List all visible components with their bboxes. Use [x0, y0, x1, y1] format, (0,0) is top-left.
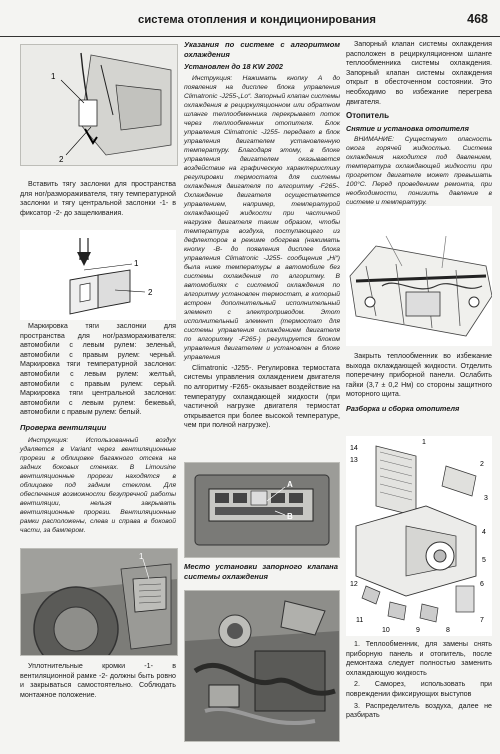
heading-otopitel: Отопитель: [346, 111, 390, 121]
caption-mesto: Место установки запорного клапана системы охлаждения: [184, 562, 338, 581]
column-2-text-a: [184, 40, 340, 433]
clip-drawing: [20, 230, 176, 320]
column-3-text-b: [346, 352, 492, 416]
fig1-label-2: 2: [59, 155, 64, 164]
heading-ukazaniya: Указания по системе с алгоритмом охлаждения: [184, 40, 340, 59]
column-1-text-b: [20, 322, 176, 537]
fig6-label-10: 10: [382, 627, 390, 634]
note-ventilation: Инструкция: Использованный воздух удаляется в Variant через вентиляционные прорези в облицовке багажного отсека на задних боковых стенках. В Limousine вентиляционные прорези находятся в облицовке под задним стеклом. Для обеспечения возможности безупречной работы вентиляции, нельзя закрывать вентиляционные прорези. Вентиляционные рамки расположены, слева и справа в боковой части, за бампером.: [20, 436, 176, 534]
figure-heater-exploded: [346, 436, 492, 636]
climatronic-panel-photo: [185, 463, 339, 557]
fig4-label-b: B: [287, 512, 293, 521]
heading-razborka: Разборка и сборка отопителя: [346, 403, 460, 413]
figure-flap-linkage: [20, 44, 178, 166]
dashboard-crossmember-drawing: [346, 206, 492, 346]
para-markirovka: Маркировка тяги заслонки для пространства для ног/размораживателя: автомобили с левым рулем: зеленый, автомобили с правым рулем: черный. Маркировка тяги температурной заслонки: автомобили с левым рулем: желтый, автомобили с правым рулем: серый. Маркировка тяги центральной заслонки: автомобили с левым рулем: бежевый, автомобили с правым рулем: белый.: [20, 322, 176, 417]
heading-snyatie: Снятие и установка отопителя: [346, 123, 469, 133]
heading-ventilation: Проверка вентиляции: [20, 422, 107, 432]
fig6-label-9: 9: [416, 627, 420, 634]
list-item: 2. Саморез, использовать при повреждении фиксирующих выступов: [346, 680, 492, 698]
fig6-label-4: 4: [482, 529, 486, 536]
fig2-label-1: 1: [134, 259, 139, 268]
flap-linkage-drawing: [21, 45, 177, 165]
page-number: 468: [467, 12, 488, 26]
heater-exploded-drawing: [346, 436, 492, 636]
para-kromki: Уплотнительные кромки -1- в вентиляционной рамке -2- должны быть ровно и закрываться самостоятельно. Соблюдать монтажное положение.: [20, 662, 176, 699]
note-vnimanie: ВНИМАНИЕ: Существует опасность ожога горячей жидкостью. Система охлаждения находится под давлением, температура охлаждающей жидкости при прогретом двигателе может превышать 100°C. Перед проведением ремонта, при необходимости, понизить давление в системе и температуру.: [346, 136, 492, 207]
para-zakryt: Закрыть теплообменник во избежание выхода охлаждающей жидкости. Отделить поперечину приборной панели. Ослабить гайки (3,7 ± 0,2 Нм) со стороны защитного моторного щита.: [346, 352, 492, 399]
para-climatronic: Climatronic -J255-. Регулировка термостата системы управления охлаждением двигателя по алгоритму -F265- оказывает воздействие на температуру охлаждающей жидкости (при частичной нагрузке двигателя термостат открывается при более высокой температуре, чем при полной нагрузке).: [184, 363, 340, 430]
fig6-label-11: 11: [356, 617, 364, 624]
fig6-label-3: 3: [484, 495, 488, 502]
fig1-label-1: 1: [51, 72, 56, 81]
fig2-label-2: 2: [148, 288, 153, 297]
fig4-label-a: A: [287, 480, 293, 489]
list-item: 1. Теплообменник, для замены снять приборную панель и отопитель, после демонтажа следует полностью заменить охлаждающую жидкость: [346, 640, 492, 677]
figure-engine-bay: [184, 590, 340, 742]
page-header: [0, 14, 500, 37]
fig6-label-5: 5: [482, 557, 486, 564]
column-1-text-c: [20, 662, 176, 702]
fig6-label-7: 7: [480, 617, 484, 624]
figure-climatronic-panel: [184, 462, 340, 558]
fig6-label-12: 12: [350, 581, 358, 588]
fig6-label-8: 8: [446, 627, 450, 634]
note-algorithm: Инструкция: Нажимать кнопку А до появления на дисплее блока управления Climatronic -J255-„Lo“. Запорный клапан системы охлаждения в рециркуляционном или обратном шланге теплообменника перекрывает поток через теплообменник отопителя. Блок управления Climatronic -J255- передает в блок управления двигателем установленную температуру. Благодаря этому, в блоке управления двигателем оказывается воздействие на графическую характеристику регулировки термостата для системы охлаждения двигателя по алгоритму -F265-. Охлаждение двигателя осуществляется управлением, например, температурой охлаждающей жидкости при частичной нагрузке двигателя таким образом, чтобы температура воздуха, поступающего из дефлекторов в режиме обогрева (нажимать кнопку -В- до появления дисплее блока управления Climatronic -J255- сообщения „Hi“) была ниже температуры в автомобиле без системы охлаждения по алгоритму. В автомобилях с системой охлаждения по алгоритму установлен термостат, в который встроен дополнительный исполнительный элемент с электроприводом. Этот исполнительный элемент (термостат для системы управления охлаждением двигателя по алгоритму -F265-) регулируется блоком управления двигателем и установлен в блоке управления: [184, 74, 340, 361]
fig6-label-6: 6: [480, 581, 484, 588]
column-3-list: [346, 640, 492, 723]
fig6-label-13: 13: [350, 457, 358, 464]
subheading-year: Установлен до 18 KW 2002: [184, 62, 283, 72]
fig3-label-1: 1: [139, 552, 144, 561]
list-item: 3. Распределитель воздуха, далее не разбирать: [346, 701, 492, 720]
section-title: система отопления и кондиционирования: [138, 14, 376, 26]
column-3-text-a: [346, 40, 492, 209]
figure-vent-frame-photo: [20, 548, 178, 656]
column-2-text-b: [184, 562, 338, 584]
engine-bay-photo: [185, 591, 339, 741]
vent-frame-photo: [21, 549, 177, 655]
figure-dashboard-crossmember: [346, 206, 492, 346]
fig6-label-14: 14: [350, 445, 358, 452]
fig6-label-1: 1: [422, 439, 426, 446]
para-tyaga: Вставить тягу заслонки для пространства для ног/размораживателя, тягу температурной заслонки и тягу центральной заслонки -1- в фиксатор -2- до защелкивания.: [20, 180, 176, 217]
fig6-label-2: 2: [480, 461, 484, 468]
figure-clip: [20, 230, 176, 320]
para-zapor: Запорный клапан системы охлаждения расположен в рециркуляционном шланге теплообменника системы охлаждения. Запорный клапан системы охлаждения открыт в обесточенном состоянии. Это необходимо во избежание перегрева двигателя.: [346, 40, 492, 106]
column-1-text-a: [20, 180, 176, 220]
